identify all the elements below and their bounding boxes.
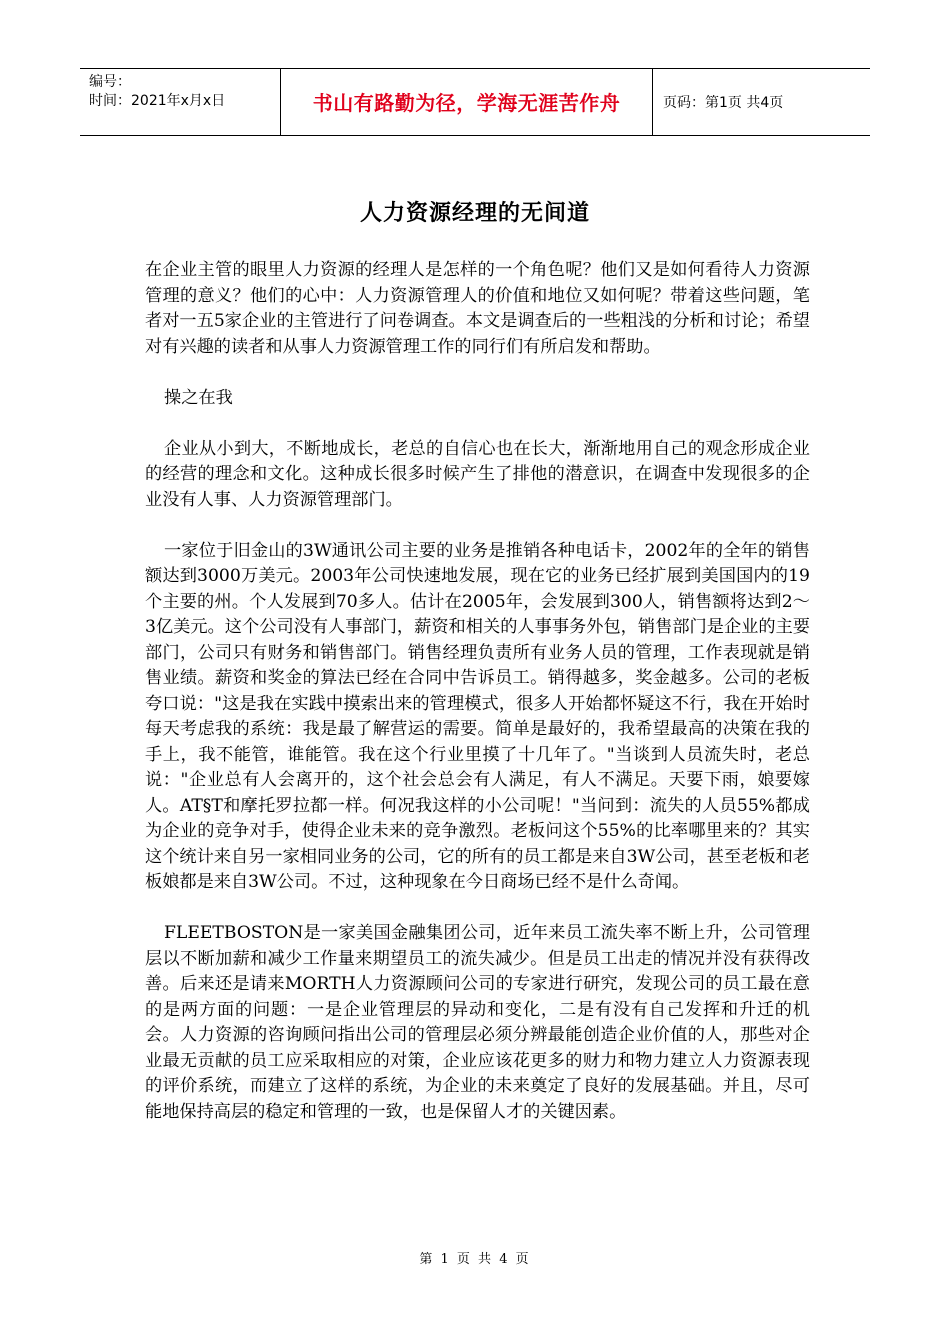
document-body <box>145 258 810 1151</box>
date-line: 时间：2021年x月x日 <box>89 93 226 109</box>
header-page-info: 页码：第1页 共4页 <box>663 95 784 111</box>
header-meta <box>80 69 281 135</box>
header-motto: 书山有路勤为径，学海无涯苦作舟 <box>281 69 653 135</box>
paragraph-fleetboston-case: FLEETBOSTON是一家美国金融集团公司，近年来员工流失率不断上升，公司管理层以不断加薪和减少工作量来期望员工的流失减少。但是员工出走的情况并没有获得改善。后来还是请来MORTH人力资源顾问公司的专家进行研究，发现公司的员工最在意的是两方面的问题：一是企业管理层的异动和变化，二是有没有自己发挥和升迁的机会。人力资源的咨询顾问指出公司的管理层必须分辨最能创造企业价值的人，那些对企业最无贡献的员工应采取相应的对策，企业应该花更多的财力和物力建立人力资源表现的评价系统，而建立了这样的系统，为企业的未来奠定了良好的发展基础。并且，尽可能地保持高层的稳定和管理的一致，也是保留人才的关键因素。 <box>145 923 810 1122</box>
document-header <box>80 68 870 136</box>
number-label: 编号： <box>89 74 131 90</box>
paragraph-intro: 在企业主管的眼里人力资源的经理人是怎样的一个角色呢？他们又是如何看待人力资源管理的意义？他们的心中：人力资源管理人的价值和地位又如何呢？带着这些问题，笔者对一五5家企业的主管进行了问卷调查。本文是调查后的一些粗浅的分析和讨论；希望对有兴趣的读者和从事人力资源管理工作的同行们有所启发和帮助。 <box>145 260 810 357</box>
paragraph-growth: 企业从小到大，不断地成长，老总的自信心也在长大，渐渐地用自己的观念形成企业的经营的理念和文化。这种成长很多时候产生了排他的潜意识，在调查中发现很多的企业没有人事、人力资源管理部门。 <box>145 438 810 510</box>
paragraph-3w-case: 一家位于旧金山的3W通讯公司主要的业务是推销各种电话卡，2002年的全年的销售额达到3000万美元。2003年公司快速地发展，现在它的业务已经扩展到美国国内的19个主要的州。个人发展到70多人。估计在2005年，会发展到300人，销售额将达到2～3亿美元。这个公司没有人事部门，薪资和相关的人事事务外包，销售部门是企业的主要部门，公司只有财务和销售部门。销售经理负责所有业务人员的管理，工作表现就是销售业绩。薪资和奖金的算法已经在合同中告诉员工。销得越多，奖金越多。公司的老板夸口说："这是我在实践中摸索出来的管理模式，很多人开始都怀疑这不行，我在开始时每天考虑我的系统：我是最了解营运的需要。简单是最好的，我希望最高的决策在我的手上，我不能管，谁能管。我在这个行业里摸了十几年了。"当谈到人员流失时，老总说："企业总有人会离开的，这个社会总会有人满足，有人不满足。天要下雨，娘要嫁人。AT§T和摩托罗拉都一样。何况我这样的小公司呢！"当问到：流失的人员55%都成为企业的竞争对手，使得企业未来的竞争激烈。老板问这个55%的比率哪里来的？其实这个统计来自另一家相同业务的公司，它的所有的员工都是来自3W公司，甚至老板和老板娘都是来自3W公司。不过，这种现象在今日商场已经不是什么奇闻。 <box>145 540 810 892</box>
page-footer: 第 1 页 共 4 页 <box>419 1252 531 1267</box>
section-heading: 操之在我 <box>164 387 233 408</box>
document-title: 人力资源经理的无间道 <box>359 201 590 226</box>
